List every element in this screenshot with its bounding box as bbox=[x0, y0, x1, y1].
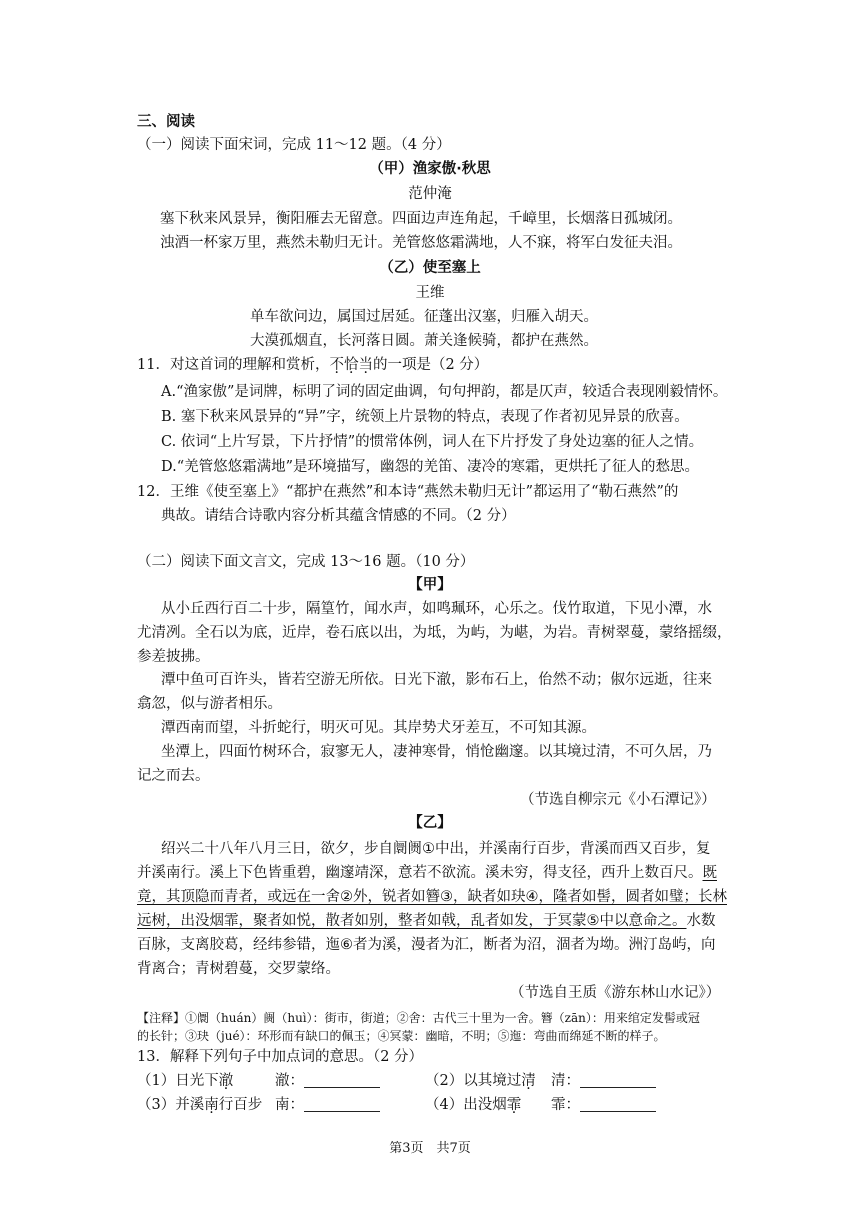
yi-line-6: 背离合；青树碧蔓，交罗蒙络。 bbox=[137, 961, 340, 977]
q13-answer-blank[interactable] bbox=[304, 1071, 380, 1088]
poem-b-title: （乙）使至塞上 bbox=[379, 260, 481, 276]
yi-line-3-underlined: 竟，其顶隐而青者，或远在一舍②外，锐者如簪③，缺者如玦④，隆者如髻，圆者如璧；长林 bbox=[137, 889, 727, 905]
jia-line-7: 坐潭上，四面竹树环合，寂寥无人，凄神寒骨，悄怆幽邃。以其境过清，不可久居，乃 bbox=[161, 744, 712, 760]
q11-option-a: A.“渔家傲”是词牌，标明了词的固定曲调，句句押韵，都是仄声，较适合表现刚毅情怀。 bbox=[161, 384, 728, 400]
q13-item-1 bbox=[137, 1070, 233, 1092]
q13-answer-label: 澈： bbox=[275, 1073, 304, 1089]
jia-line-6: 潭西南而望，斗折蛇行，明灭可见。其岸势犬牙差互，不可知其源。 bbox=[161, 720, 596, 736]
yi-source: （节选自王质《游东林山水记》） bbox=[510, 985, 721, 1001]
page-footer: 第3页 共7页 bbox=[389, 1141, 471, 1156]
yi-line-4-plain: 水数 bbox=[686, 913, 716, 929]
question-12-line-1: 12．王维《使至塞上》“都护在燕然”和本诗“燕然未勒归无计”都运用了“勒石燕然”的 bbox=[137, 484, 679, 500]
q13-answer-label: 清： bbox=[551, 1073, 580, 1089]
q11-dotted-words bbox=[329, 357, 373, 373]
q13-item-number: （1） bbox=[137, 1073, 176, 1089]
part2-intro: （二）阅读下面文言文，完成 13～16 题。（10 分） bbox=[137, 554, 475, 570]
yi-label: 【乙】 bbox=[408, 814, 452, 831]
jia-label: 【甲】 bbox=[408, 576, 452, 593]
q13-dotted-word: 南 bbox=[204, 1097, 219, 1113]
q13-answer-2 bbox=[551, 1070, 656, 1092]
q13-item-text: 以其境过 bbox=[463, 1073, 522, 1089]
yi-line-5: 百脉，支离胶葛，经纬参错，迤⑥者为溪，漫者为汇，断者为沼，涸者为坳。洲汀岛屿，向 bbox=[137, 937, 716, 953]
poem-b-author: 王维 bbox=[415, 285, 445, 301]
q13-answer-blank[interactable] bbox=[580, 1095, 656, 1112]
poem-a-title: （甲）渔家傲·秋思 bbox=[369, 161, 491, 177]
jia-line-5: 翕忽，似与游者相乐。 bbox=[137, 696, 282, 712]
yi-line-4 bbox=[137, 910, 716, 932]
q13-answer-4 bbox=[551, 1094, 656, 1116]
q13-item-number: （2） bbox=[425, 1073, 464, 1089]
poem-a-line-2: 浊酒一杯家万里，燕然未勒归无计。羌管悠悠霜满地，人不寐，将军白发征夫泪。 bbox=[160, 235, 682, 251]
question-12-line-2: 典故。请结合诗歌内容分析其蕴含情感的不同。（2 分） bbox=[161, 508, 516, 524]
q13-item-4 bbox=[425, 1094, 521, 1116]
jia-line-8: 记之而去。 bbox=[137, 768, 210, 784]
q13-answer-3 bbox=[275, 1094, 380, 1116]
q13-item-3 bbox=[137, 1094, 262, 1116]
q11-dotted-char: 当 bbox=[358, 357, 373, 373]
yi-line-2-plain: 并溪南行。溪上下色皆重碧，幽邃靖深，意若不欲流。溪未穷，得支径，西升上数百尺。 bbox=[137, 865, 703, 881]
q11-stem-before: 11．对这首词的理解和赏析， bbox=[137, 357, 330, 373]
yi-line-2 bbox=[137, 862, 717, 884]
poem-a-author: 范仲淹 bbox=[408, 186, 452, 202]
yi-line-2-underlined: 既 bbox=[702, 865, 717, 881]
q13-answer-blank[interactable] bbox=[580, 1071, 656, 1088]
q13-answer-1 bbox=[275, 1070, 380, 1092]
q13-item-text: 出没烟 bbox=[463, 1097, 507, 1113]
q11-stem-after: 的一项是（2 分） bbox=[372, 357, 489, 373]
q11-dotted-char: 不 bbox=[329, 357, 344, 373]
q13-answer-blank[interactable] bbox=[304, 1095, 380, 1112]
poem-b-line-1: 单车欲问边，属国过居延。征蓬出汉塞，归雁入胡天。 bbox=[250, 309, 598, 325]
poem-a-line-1: 塞下秋来风景异，衡阳雁去无留意。四面边声连角起，千嶂里，长烟落日孤城闭。 bbox=[160, 211, 682, 227]
q13-dotted-word: 霏 bbox=[506, 1097, 522, 1113]
yi-line-3 bbox=[137, 886, 727, 908]
question-11-stem bbox=[137, 354, 488, 376]
q13-item-number: （3） bbox=[137, 1097, 176, 1113]
q11-dotted-char: 恰 bbox=[343, 357, 359, 373]
question-13-stem: 13．解释下列句子中加点词的意思。（2 分） bbox=[137, 1049, 424, 1065]
jia-line-1: 从小丘西行百二十步，隔篁竹，闻水声，如鸣珮环，心乐之。伐竹取道，下见小潭，水 bbox=[161, 601, 712, 617]
q13-item-text: 并溪 bbox=[175, 1097, 205, 1113]
jia-line-2: 尤清冽。全石以为底，近岸，卷石底以出，为坻，为屿，为嵁，为岩。青树翠蔓，蒙络摇缀， bbox=[137, 625, 732, 641]
q13-item-2 bbox=[425, 1070, 536, 1092]
q13-item-text: 行百步 bbox=[218, 1097, 263, 1113]
yi-line-1: 绍兴二十八年八月三日，欲夕，步自阛阓①中出，并溪南行百步，背溪而西又百步，复 bbox=[161, 841, 711, 857]
q13-answer-label: 霏： bbox=[551, 1097, 580, 1113]
q13-answer-label: 南： bbox=[275, 1097, 304, 1113]
q11-option-d: D.“羌管悠悠霜满地”是环境描写，幽怨的羌笛、凄冷的寒霜，更烘托了征人的愁思。 bbox=[161, 459, 700, 475]
jia-line-3: 参差披拂。 bbox=[137, 649, 210, 665]
q11-option-c: C. 依词“上片写景，下片抒情”的惯常体例，词人在下片抒发了身处边塞的征人之情。 bbox=[161, 434, 704, 450]
jia-line-4: 潭中鱼可百许头，皆若空游无所依。日光下澈，影布石上，佁然不动；俶尔远逝，往来 bbox=[161, 672, 712, 688]
q13-dotted-word: 澈 bbox=[218, 1073, 234, 1089]
poem-b-line-2: 大漠孤烟直，长河落日圆。萧关逢候骑，都护在燕然。 bbox=[250, 333, 598, 349]
q13-dotted-word: 清 bbox=[521, 1073, 536, 1089]
section-title: 三、阅读 bbox=[137, 113, 195, 130]
q11-option-b: B. 塞下秋来风景异的“异”字，统领上片景物的特点，表现了作者初见异景的欣喜。 bbox=[161, 409, 689, 425]
annotation-line-2: 的长针；③玦（jué）：环形而有缺口的佩玉；④冥蒙：幽暗，不明；⑤迤：弯曲而绵延不断的样子。 bbox=[137, 1029, 666, 1043]
jia-source: （节选自柳宗元《小石潭记》） bbox=[520, 792, 716, 808]
annotation-line-1: 【注释】①阛（huán）阓（huì）：街市，街道；②舍：古代三十里为一舍。簪（zān）：用来绾定发髻或冠 bbox=[137, 1011, 700, 1025]
q13-item-number: （4） bbox=[425, 1097, 464, 1113]
yi-line-4-underlined: 远树，出没烟霏，聚者如悦，散者如别，整者如戟，乱者如发，于冥蒙⑤中以意命之。 bbox=[137, 913, 687, 929]
part1-intro: （一）阅读下面宋词，完成 11～12 题。（4 分） bbox=[137, 137, 451, 153]
q13-item-text: 日光下 bbox=[175, 1073, 219, 1089]
